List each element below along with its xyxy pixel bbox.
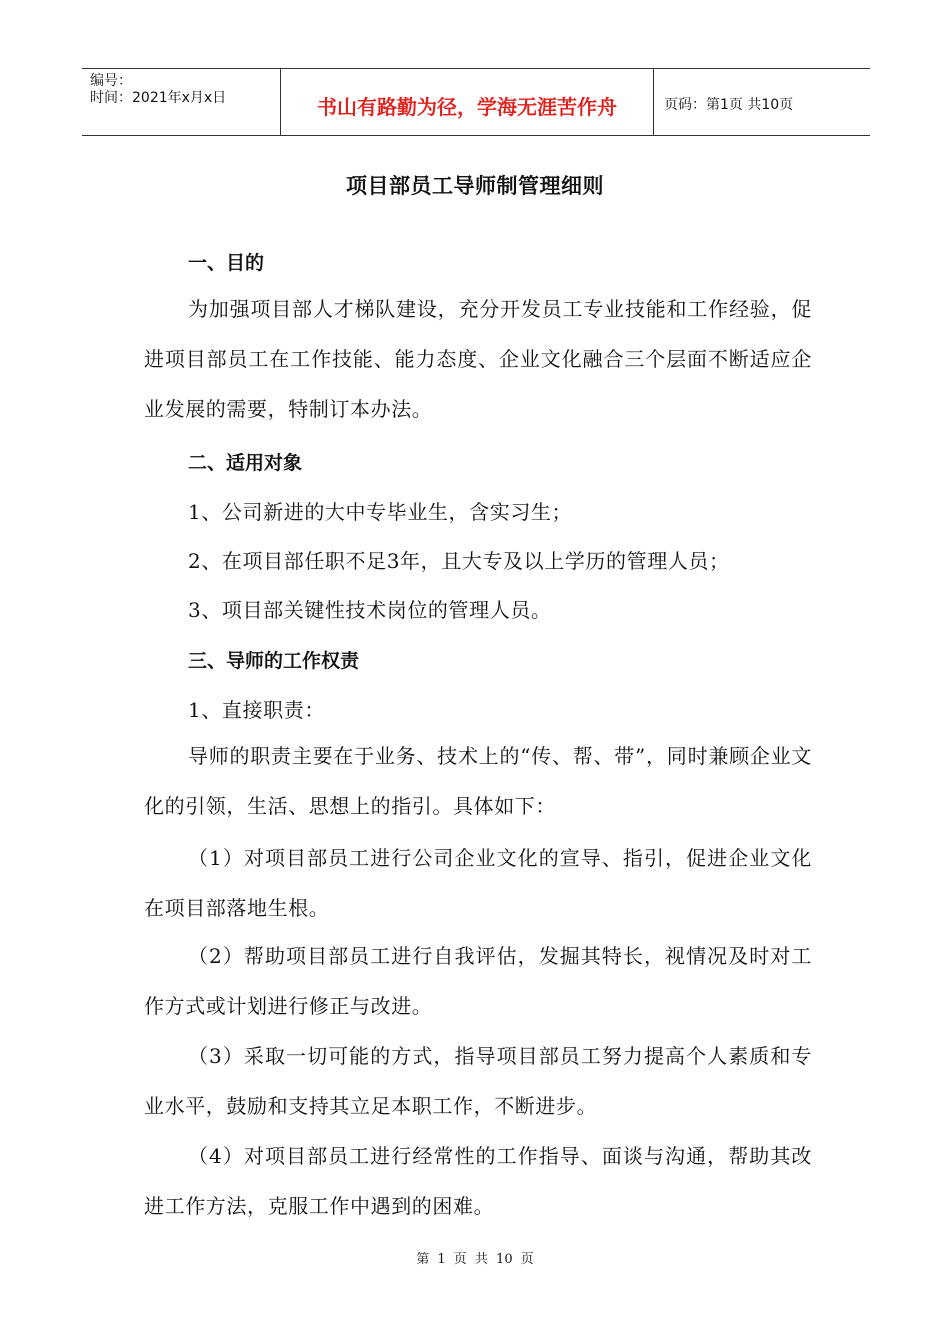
header-motto: 书山有路勤为径，学海无涯苦作舟 [281, 69, 654, 135]
section-heading-scope: 二、适用对象 [188, 452, 303, 474]
header-page-info: 页码：第1页 共10页 [664, 97, 794, 113]
scope-item-1: 1、公司新进的大中专毕业生，含实习生； [188, 500, 573, 524]
header-meta-cell [82, 69, 281, 135]
header-number-label: 编号： [90, 73, 132, 89]
paragraph-duty-3: （3）采取一切可能的方式，指导项目部员工努力提高个人素质和专业水平，鼓励和支持其立足本职工作，不断进步。 [144, 1044, 812, 1118]
document-title: 项目部员工导师制管理细则 [346, 174, 604, 198]
section-heading-purpose: 一、目的 [188, 252, 265, 274]
scope-item-3: 3、项目部关键性技术岗位的管理人员。 [188, 598, 552, 622]
paragraph-purpose: 为加强项目部人才梯队建设，充分开发员工专业技能和工作经验，促进项目部员工在工作技能、能力态度、企业文化融合三个层面不断适应企业发展的需要，特制订本办法。 [144, 297, 812, 421]
paragraph-duty-2: （2）帮助项目部员工进行自我评估，发掘其特长，视情况及时对工作方式或计划进行修正与改进。 [144, 944, 812, 1018]
header-date-label: 时间：2021年x月x日 [90, 90, 227, 106]
paragraph-duty-1: （1）对项目部员工进行公司企业文化的宣导、指引，促进企业文化在项目部落地生根。 [144, 846, 812, 920]
paragraph-duties-intro: 导师的职责主要在于业务、技术上的“传、帮、带”，同时兼顾企业文化的引领，生活、思想上的指引。具体如下： [144, 744, 812, 818]
section-heading-duties: 三、导师的工作权责 [188, 650, 360, 672]
duties-subheading-direct: 1、直接职责： [188, 698, 325, 722]
page-footer: 第 1 页 共 10 页 [416, 1252, 534, 1267]
scope-item-2: 2、在项目部任职不足3年，且大专及以上学历的管理人员； [188, 549, 730, 573]
paragraph-duty-4: （4）对项目部员工进行经常性的工作指导、面谈与沟通，帮助其改进工作方法，克服工作中遇到的困难。 [144, 1144, 812, 1218]
document-header-table [82, 68, 870, 136]
